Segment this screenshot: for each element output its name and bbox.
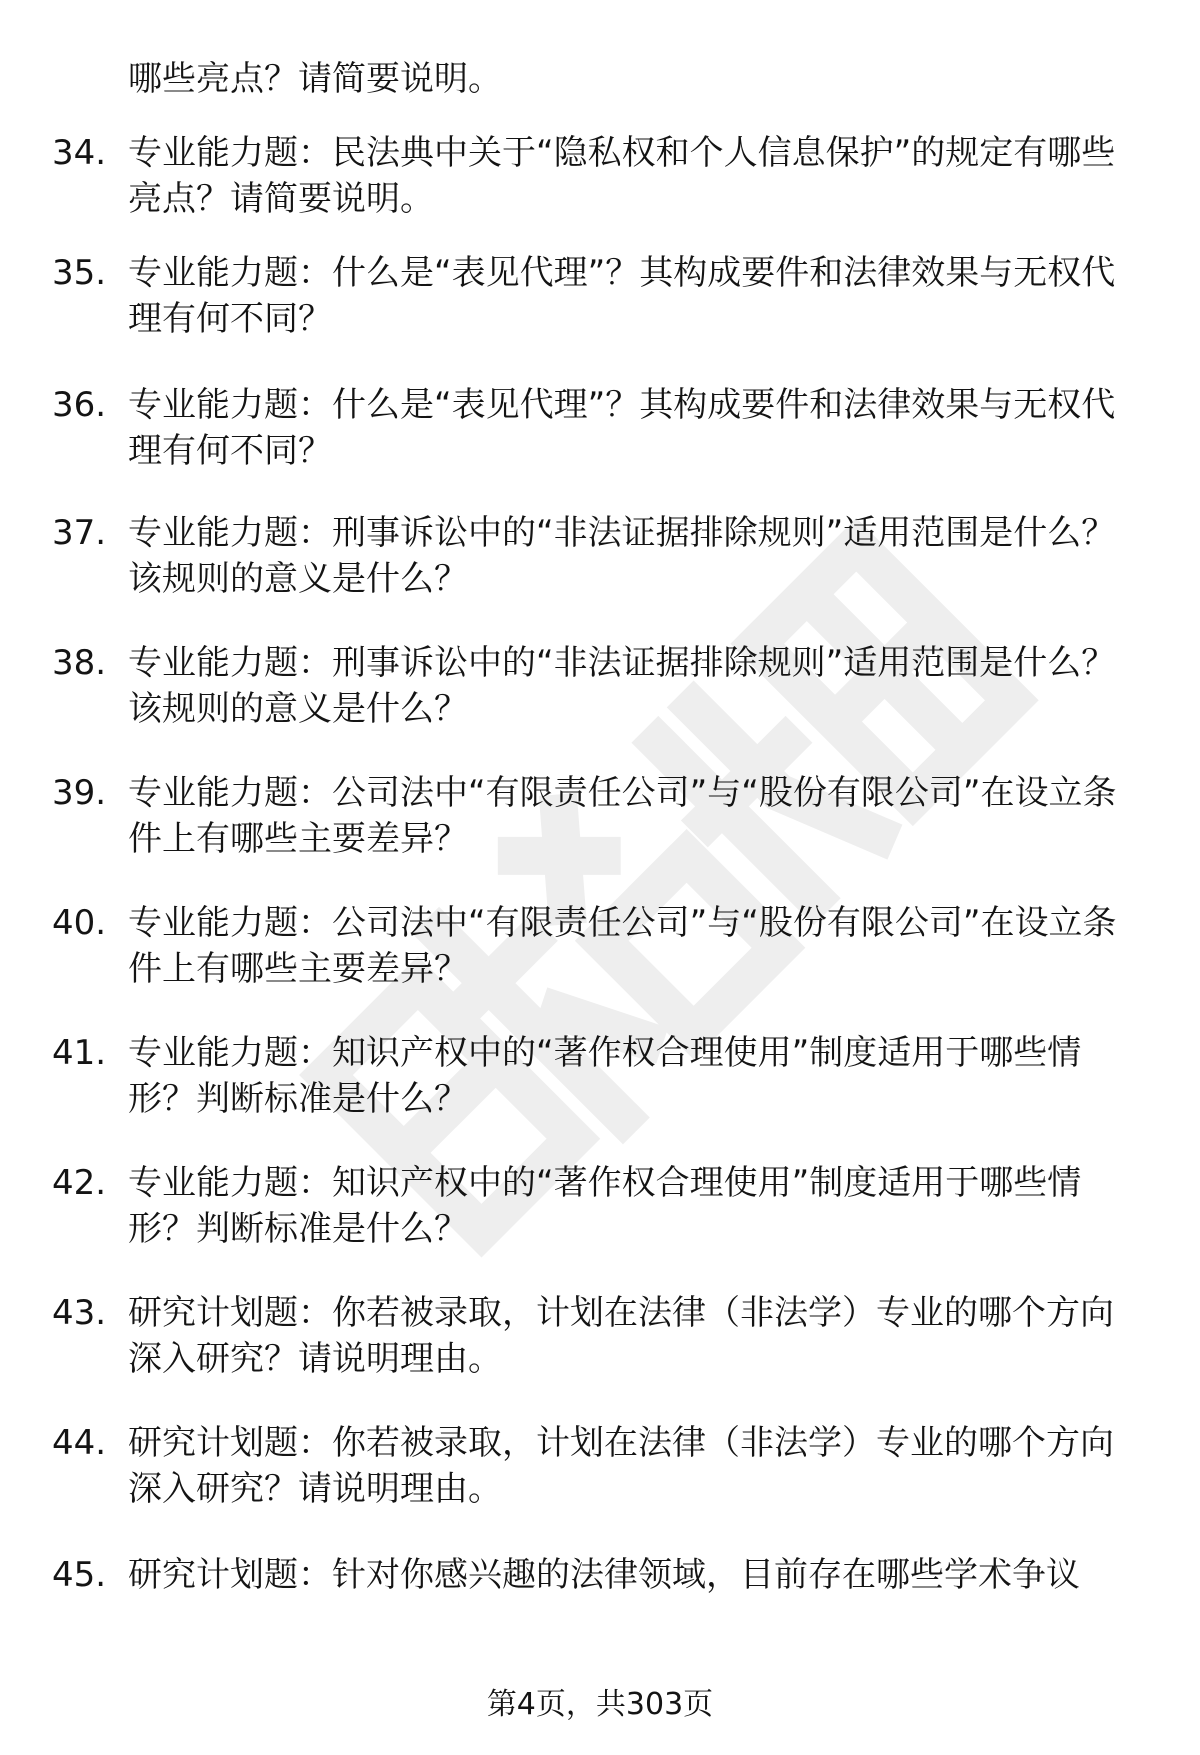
question-number: 37. (52, 513, 107, 553)
question-number: 34. (52, 133, 107, 173)
question-number: 44. (52, 1423, 107, 1463)
page-footer: 第4页，共303页 (486, 1687, 714, 1722)
question-text: 研究计划题：你若被录取，计划在法律（非法学）专业的哪个方向深入研究？请说明理由。 (128, 1293, 1114, 1379)
question-text: 专业能力题：知识产权中的“著作权合理使用”制度适用于哪些情形？判断标准是什么？ (128, 1033, 1082, 1119)
question-text: 专业能力题：公司法中“有限责任公司”与“股份有限公司”在设立条件上有哪些主要差异？ (128, 903, 1117, 989)
question-number: 40. (52, 903, 107, 943)
question-text: 专业能力题：什么是“表见代理”？其构成要件和法律效果与无权代理有何不同？ (128, 253, 1116, 339)
question-text: 专业能力题：民法典中关于“隐私权和个人信息保护”的规定有哪些亮点？请简要说明。 (128, 133, 1116, 219)
question-number: 38. (52, 643, 107, 683)
question-text: 专业能力题：公司法中“有限责任公司”与“股份有限公司”在设立条件上有哪些主要差异？ (128, 773, 1117, 859)
question-number: 41. (52, 1033, 107, 1073)
question-text: 专业能力题：知识产权中的“著作权合理使用”制度适用于哪些情形？判断标准是什么？ (128, 1163, 1082, 1249)
question-number: 35. (52, 253, 107, 293)
question-text: 专业能力题：刑事诉讼中的“非法证据排除规则”适用范围是什么？该规则的意义是什么？ (128, 513, 1116, 599)
question-number: 45. (52, 1555, 107, 1595)
question-number: 42. (52, 1163, 107, 1203)
question-text: 哪些亮点？请简要说明。 (128, 59, 502, 99)
question-number: 43. (52, 1293, 107, 1333)
question-text: 研究计划题：针对你感兴趣的法律领域，目前存在哪些学术争议 (128, 1555, 1080, 1595)
question-text: 专业能力题：什么是“表见代理”？其构成要件和法律效果与无权代理有何不同？ (128, 385, 1116, 471)
question-number: 36. (52, 385, 107, 425)
question-number: 39. (52, 773, 107, 813)
question-text: 专业能力题：刑事诉讼中的“非法证据排除规则”适用范围是什么？该规则的意义是什么？ (128, 643, 1116, 729)
question-text: 研究计划题：你若被录取，计划在法律（非法学）专业的哪个方向深入研究？请说明理由。 (128, 1423, 1114, 1509)
